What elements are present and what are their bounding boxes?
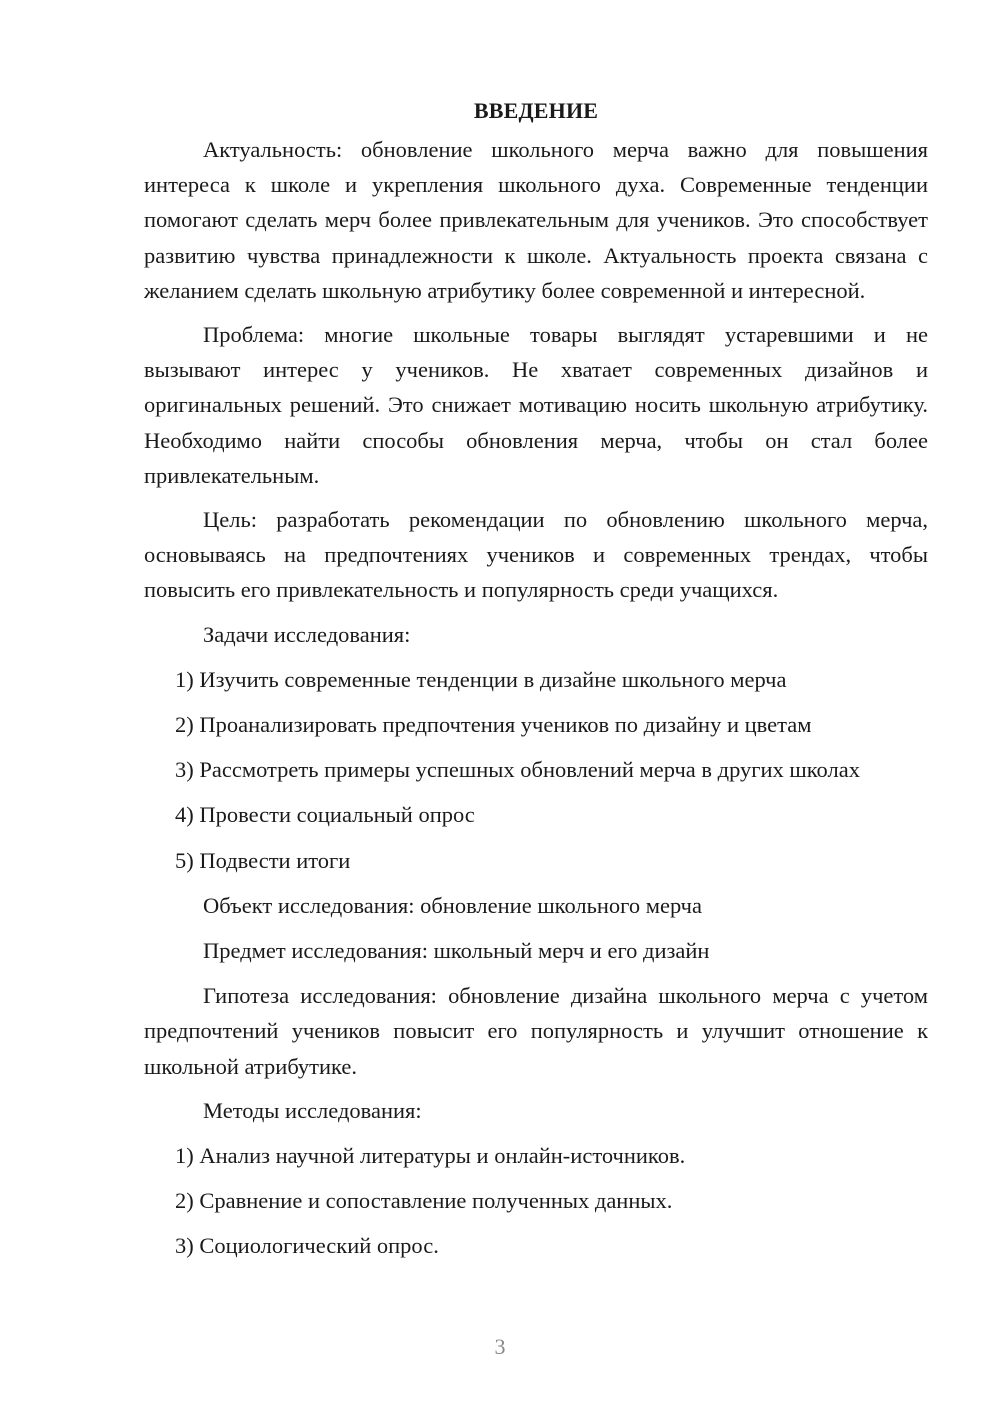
tasks-heading: Задачи исследования: [203, 621, 411, 647]
section-title: ВВЕДЕНИЕ [473, 98, 599, 123]
methods-heading: Методы исследования: [203, 1097, 422, 1123]
page-number: 3 [494, 1334, 506, 1359]
document-page [144, 96, 928, 1274]
research-object: Объект исследования: обновление школьного мерча [203, 892, 702, 918]
list-item: 3) Социологический опрос. [175, 1233, 439, 1259]
research-subject: Предмет исследования: школьный мерч и его дизайн [203, 938, 710, 964]
hypothesis-paragraph: Гипотеза исследования: обновление дизайна школьного мерча с учетом предпочтений учеников повысит его популярность и улучшит отношение к школьной атрибутике. [144, 983, 928, 1079]
goal-paragraph: Цель: разработать рекомендации по обновлению школьного мерча, основываясь на предпочтениях учеников и современных трендах, чтобы повысить его привлекательность и популярность среди учащихся. [144, 507, 928, 603]
list-item: 1) Анализ научной литературы и онлайн-источников. [175, 1143, 686, 1169]
list-item: 2) Сравнение и сопоставление полученных данных. [175, 1188, 673, 1214]
relevance-paragraph: Актуальность: обновление школьного мерча важно для повышения интереса к школе и укрепления школьного духа. Современные тенденции помогают сделать мерч более привлекательным для учеников. Это способствует развитию чувства принадлежности к школе. Актуальность проекта связана с желанием сделать школьную атрибутику более современной и интересной. [144, 137, 928, 303]
list-item: 4) Провести социальный опрос [175, 802, 475, 828]
list-item: 2) Проанализировать предпочтения учеников по дизайну и цветам [175, 712, 812, 738]
problem-paragraph: Проблема: многие школьные товары выглядят устаревшими и не вызывают интерес у учеников. Не хватает современных дизайнов и оригинальных решений. Это снижает мотивацию носить школьную атрибутику. Необходимо найти способы обновления мерча, чтобы он стал более привлекательным. [144, 322, 928, 488]
list-item: 5) Подвести итоги [175, 847, 351, 873]
list-item: 3) Рассмотреть примеры успешных обновлений мерча в других школах [175, 757, 860, 783]
tasks-list [144, 662, 928, 878]
methods-list [144, 1138, 928, 1264]
list-item: 1) Изучить современные тенденции в дизайне школьного мерча [175, 666, 787, 692]
